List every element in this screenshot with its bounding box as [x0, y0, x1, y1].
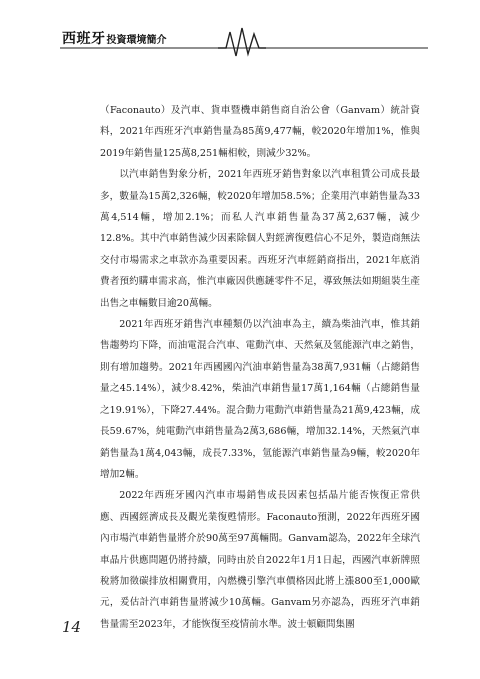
header-title-sub: 投資環境簡介: [106, 35, 167, 46]
paragraph: 2021年西班牙銷售汽車種類仍以汽油車為主，續為柴油汽車，惟其銷售趨勢均下降，而油電混合汽車、電動汽車、天然氣及氫能源汽車之銷售，則有增加趨勢。2021年西國國內汽油車銷售量為38萬7,931輛（占總銷售量之45.14%），減少8.42%，柴油汽車銷售量17萬1,164輛（占總銷售量之19.91%），下降27.44%。混合動力電動汽車銷售量為21萬9,423輛，成長59.67%，純電動汽車銷售量為2萬3,686輛，增加32.14%，天然氣汽車銷售量為1萬4,043輛，成長7.33%，氫能源汽車銷售量為9輛，較2020年增加2輛。: [100, 319, 420, 480]
body-text: [100, 100, 420, 635]
header-title: [62, 30, 167, 46]
header-title-main: 西班牙: [62, 31, 106, 47]
page-header: [0, 0, 480, 60]
paragraph: （Faconauto）及汽車、貨車暨機車銷售商自治公會（Ganvam）統計資料，2021年西班牙汽車銷售量為85萬9,477輛，較2020年增加1%，惟與2019年銷售量125萬8,251輛相較，則減少32%。: [100, 105, 420, 159]
paragraph: 2022年西班牙國內汽車市場銷售成長因素包括晶片能否恢復正常供應、西國經濟成長及觀光業復甦情形。Faconauto預測，2022年西班牙國內市場汽車銷售量將介於90萬至97萬輛間。Ganvam認為，2022年全球汽車晶片供應問題仍將持續，同時由於自2022年1月1日起，西國汽車新牌照稅將加徵碳排放相關費用，內燃機引擎汽車價格因此將上漲800至1,000歐元，爰估計汽車銷售量將減少10萬輛。Ganvam另亦認為，西班牙汽車銷售量需至2023年，才能恢復至疫情前水準。波士頓顧問集團: [100, 490, 420, 630]
paragraph: 以汽車銷售對象分析，2021年西班牙銷售對象以汽車租賃公司成長最多，數量為15萬2,326輛，較2020年增加58.5%；企業用汽車銷售量為33萬4,514輛，增加2.1%；而私人汽車銷售量為37萬2,637輛，減少12.8%。其中汽車銷售減少因素除個人對經濟復甦信心不足外，製造商無法交付市場需求之車款亦為重要因素。西班牙汽車經銷商指出，2021年底消費者預約購車需求高，惟汽車廠因供應鏈零件不足，導致無法如期組裝生產出售之車輛數目逾20萬輛。: [100, 169, 420, 309]
page-number: 14: [62, 618, 82, 636]
